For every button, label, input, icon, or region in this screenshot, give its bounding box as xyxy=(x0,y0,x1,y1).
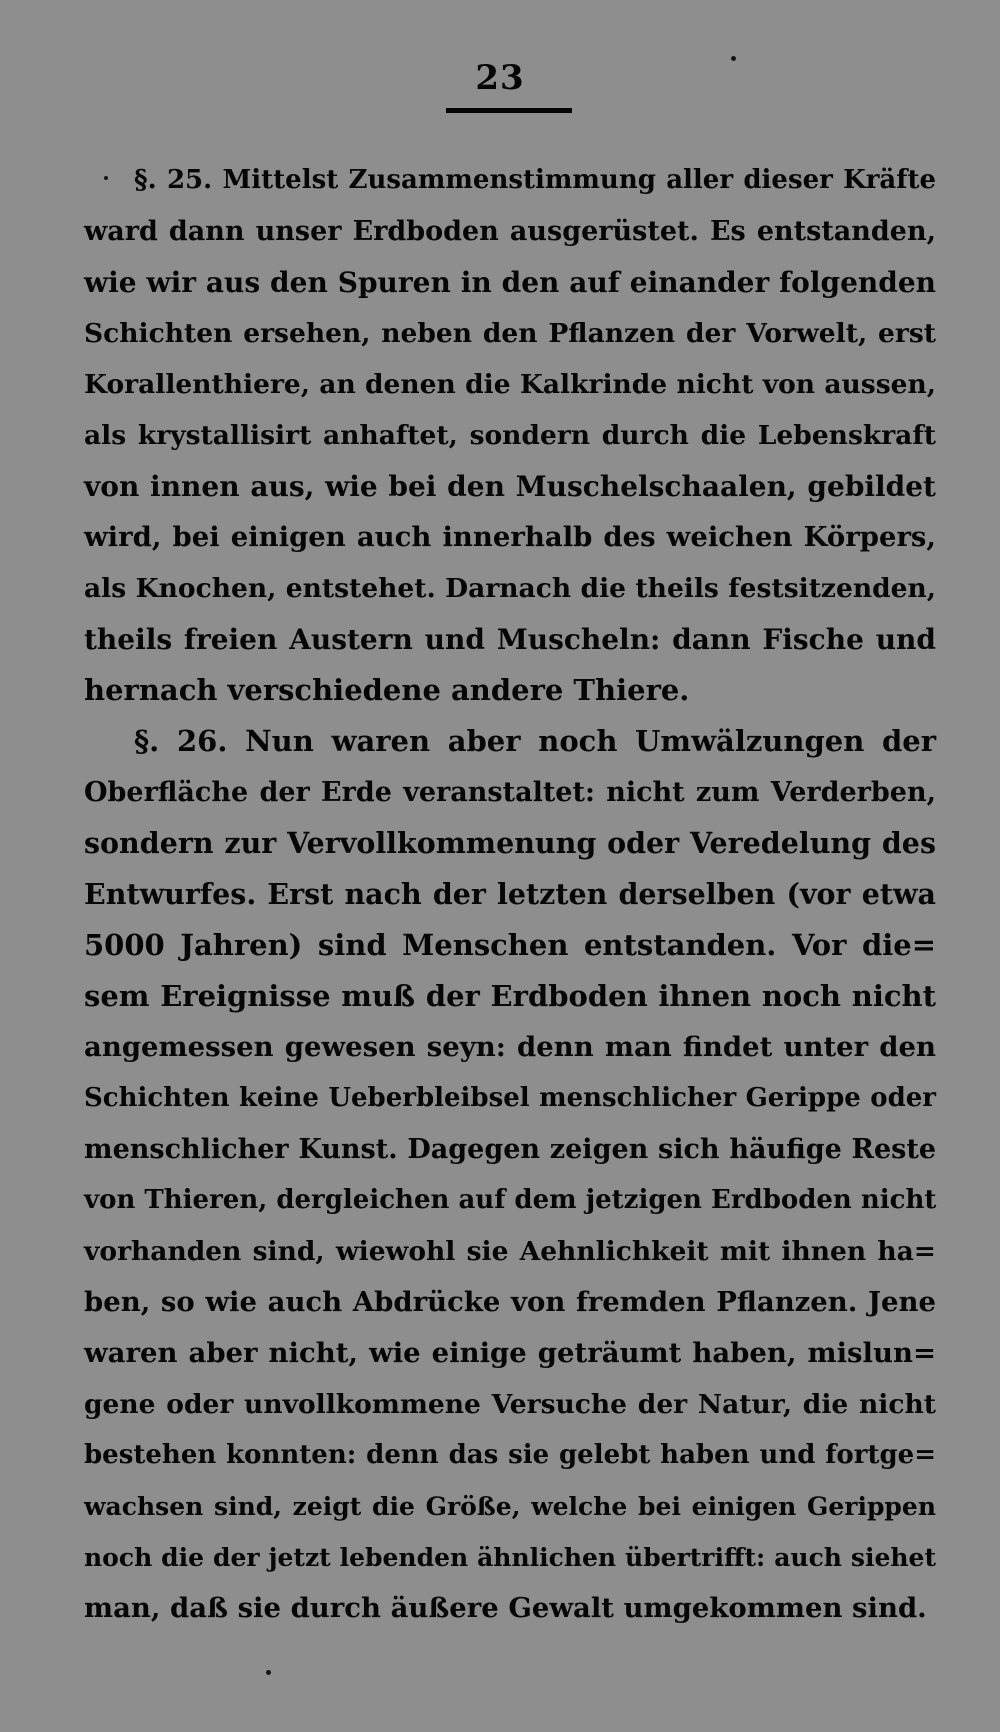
text-line: wie wir aus den Spuren in den auf einander folgenden xyxy=(84,266,936,299)
text-line: wird, bei einigen auch innerhalb des weichen Körpers, xyxy=(84,521,936,553)
text-line: ward dann unser Erdboden ausgerüstet. Es entstanden, xyxy=(84,216,936,247)
text-line: sondern zur Vervollkommenung oder Veredelung des xyxy=(84,826,936,860)
text-line: waren aber nicht, wie einige geträumt haben, mislun= xyxy=(84,1337,936,1369)
text-line: 5000 Jahren) sind Menschen entstanden. Vor die= xyxy=(84,928,936,962)
text-line: sem Ereignisse muß der Erdboden ihnen noch nicht xyxy=(84,979,936,1013)
text-line: von innen aus, wie bei den Muschelschaalen, gebildet xyxy=(84,470,936,503)
text-line: menschlicher Kunst. Dagegen zeigen sich häufige Reste xyxy=(84,1134,936,1165)
text-line: noch die der jetzt lebenden ähnlichen übertrifft: auch siehet xyxy=(84,1543,936,1572)
text-line: hernach verschiedene andere Thiere. xyxy=(84,673,690,707)
text-line: angemessen gewesen seyn: denn man findet unter den xyxy=(84,1031,936,1063)
text-line: als Knochen, entstehet. Darnach die theils festsitzenden, xyxy=(84,573,936,604)
text-line: Korallenthiere, an denen die Kalkrinde nicht von aussen, xyxy=(84,369,936,400)
text-line: Schichten keine Ueberbleibsel menschlicher Gerippe oder xyxy=(84,1083,936,1113)
text-line: man, daß sie durch äußere Gewalt umgekommen sind. xyxy=(84,1592,927,1624)
text-line: bestehen konnten: denn das sie gelebt haben und fortge= xyxy=(84,1440,936,1470)
text-line: gene oder unvollkommene Versuche der Natur, die nicht xyxy=(84,1389,936,1420)
body-text xyxy=(84,155,936,1634)
text-line: von Thieren, dergleichen auf dem jetzigen Erdboden nicht xyxy=(84,1185,937,1215)
text-line: wachsen sind, zeigt die Größe, welche bei einigen Gerippen xyxy=(84,1492,936,1521)
text-line: ben, so wie auch Abdrücke von fremden Pflanzen. Jene xyxy=(84,1286,936,1318)
paragraph-26 xyxy=(84,716,936,1634)
scan-speck xyxy=(731,56,736,61)
text-line: theils freien Austern und Muscheln: dann Fische und xyxy=(84,623,936,656)
text-line: Schichten ersehen, neben den Pflanzen der Vorwelt, erst xyxy=(84,318,936,349)
text-line: als krystallisirt anhaftet, sondern durch die Lebenskraft xyxy=(84,420,936,451)
paragraph-25 xyxy=(84,155,936,716)
scan-speck xyxy=(104,176,108,180)
header-rule xyxy=(446,108,572,113)
text-line: vorhanden sind, wiewohl sie Aehnlichkeit mit ihnen ha= xyxy=(84,1236,936,1267)
page-number: 23 xyxy=(475,58,525,98)
text-line: §. 25. Mittelst Zusammenstimmung aller dieser Kräfte xyxy=(134,165,936,195)
scan-speck xyxy=(266,1670,271,1675)
text-line: Entwurfes. Erst nach der letzten derselben (vor etwa xyxy=(84,877,936,911)
text-line: Oberfläche der Erde veranstaltet: nicht zum Verderben, xyxy=(84,777,936,808)
text-line: §. 26. Nun waren aber noch Umwälzungen der xyxy=(134,724,936,758)
